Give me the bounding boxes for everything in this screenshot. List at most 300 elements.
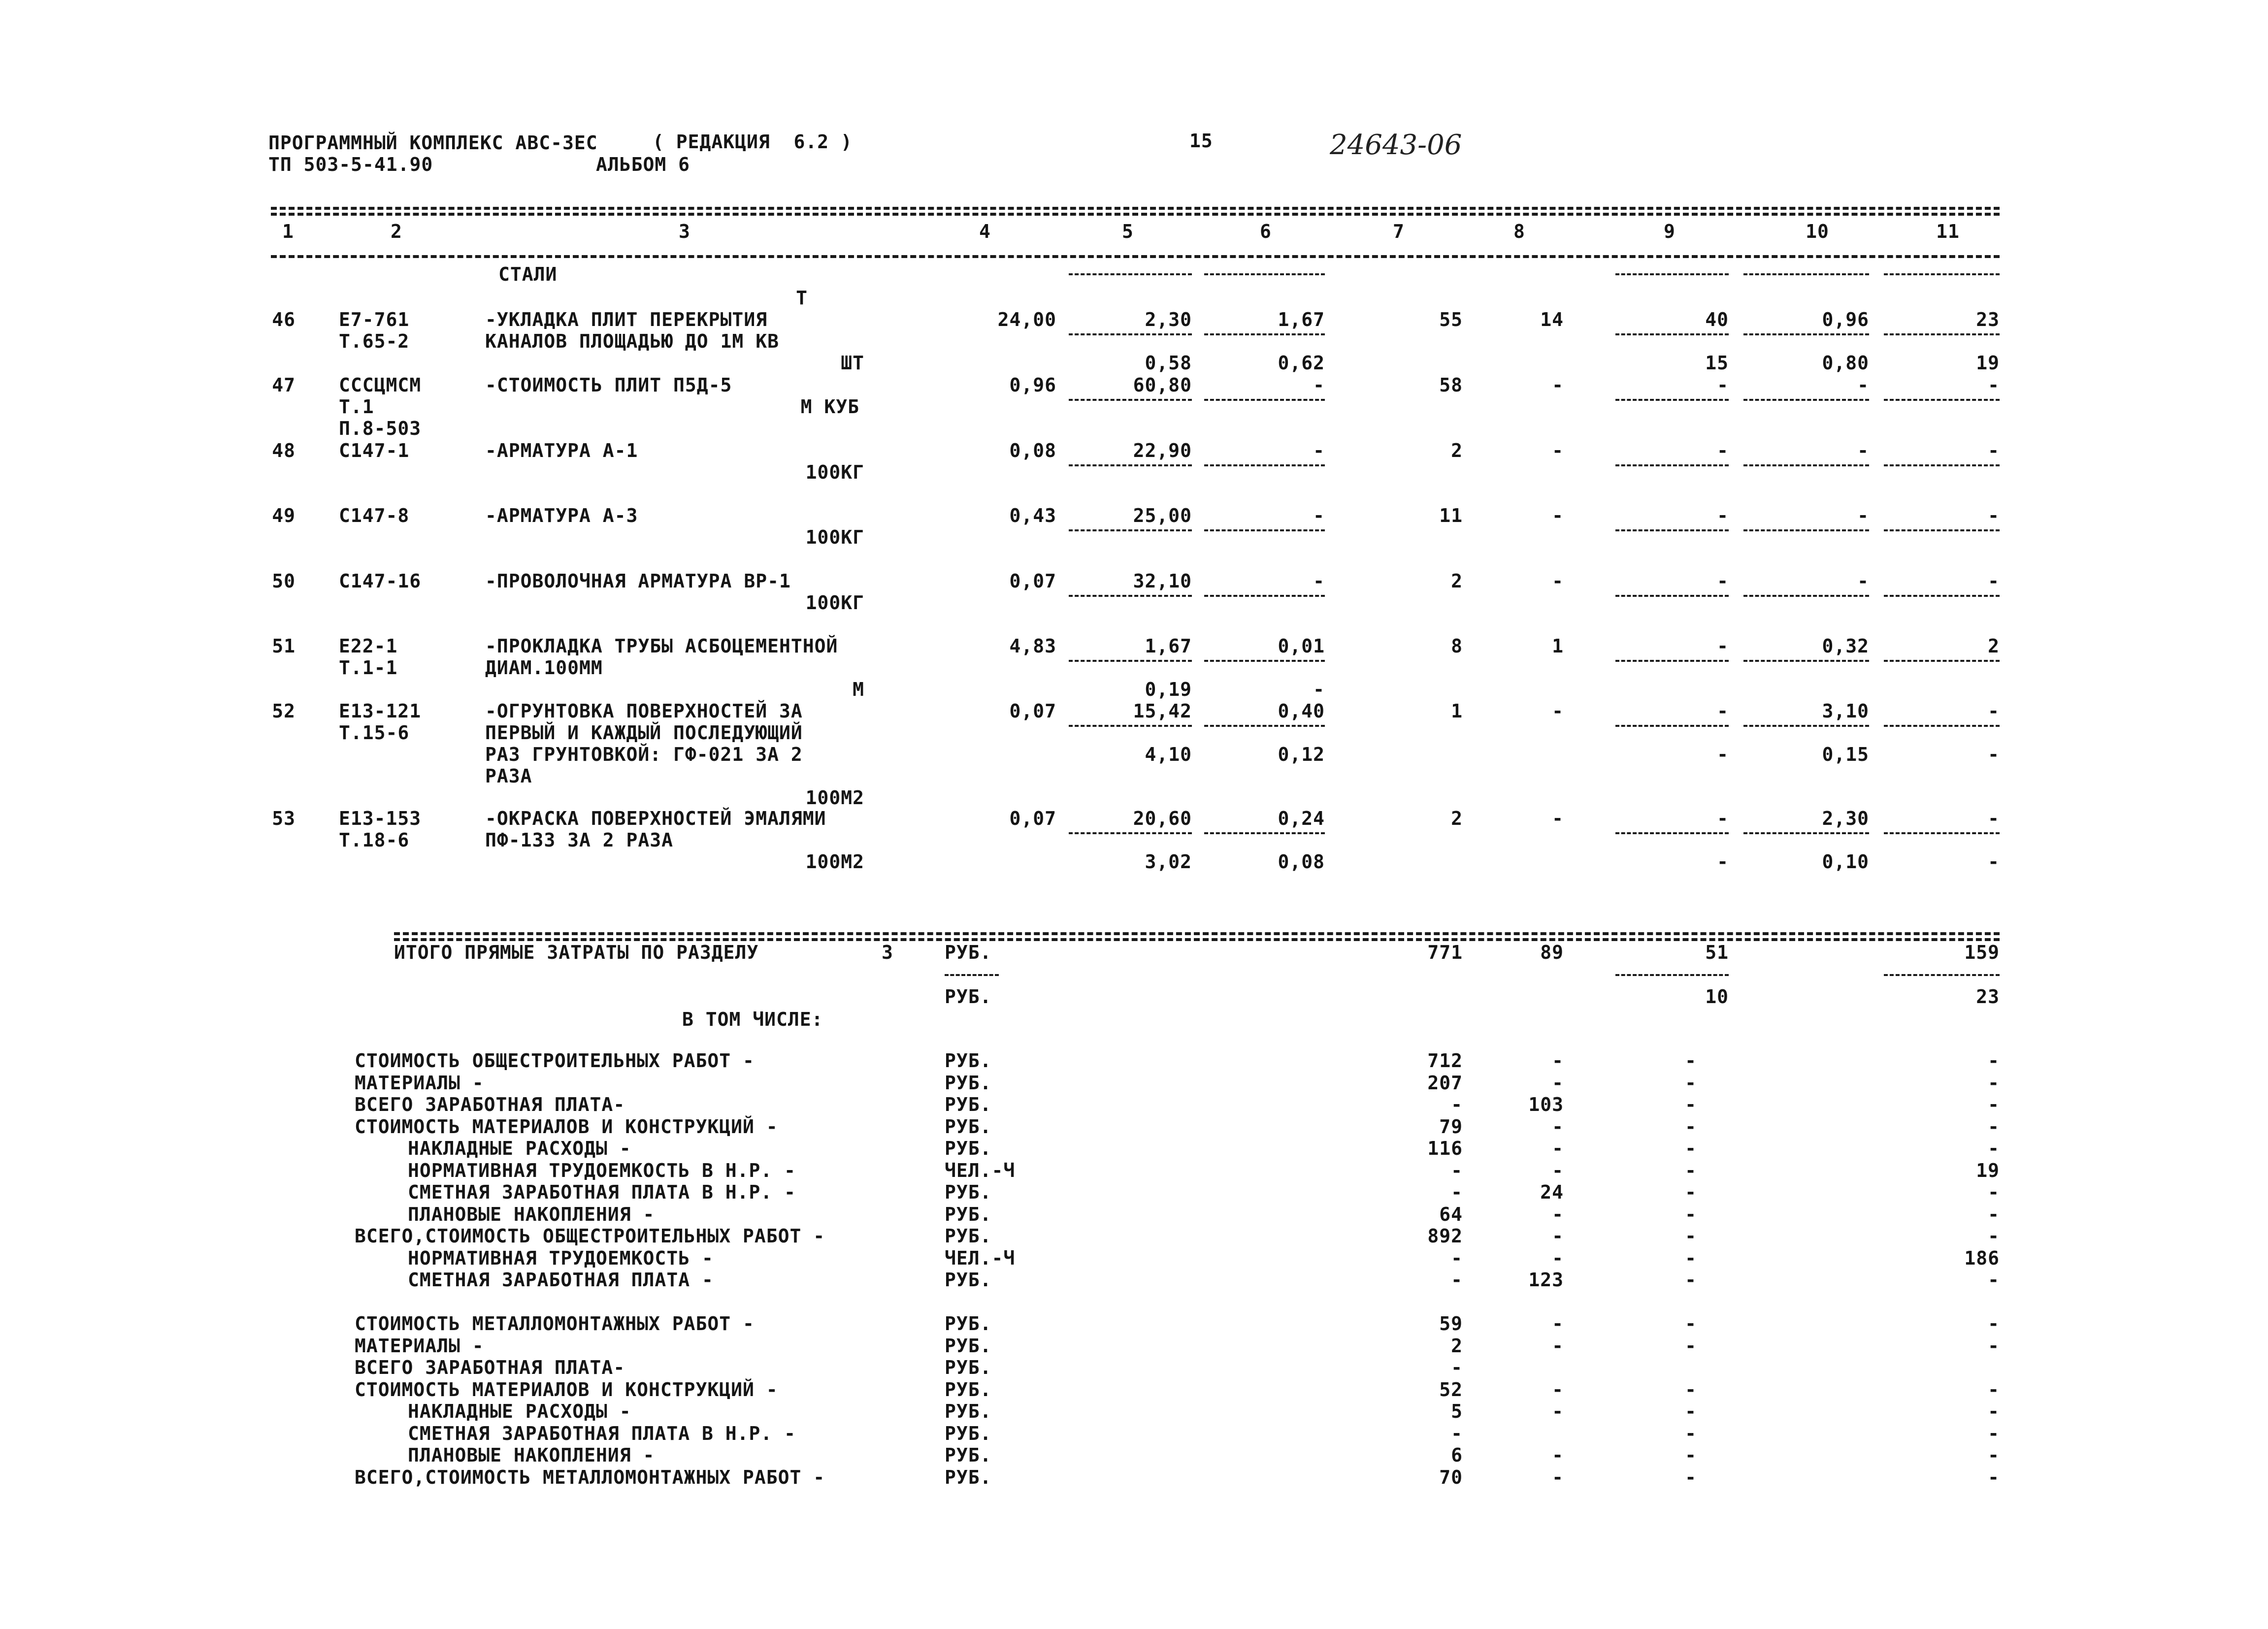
row-unit: 100М2 <box>805 851 864 873</box>
row-code: Е13-153 <box>339 808 422 829</box>
cell-c4: 0,08 <box>1009 440 1056 461</box>
summary-c11: - <box>1988 1072 2000 1094</box>
summary-c9: - <box>1685 1269 1697 1291</box>
totals-separator <box>1615 974 1729 976</box>
cell-c11b: - <box>1988 851 2000 873</box>
cell-c5: 2,30 <box>1145 309 1192 330</box>
row-description: РАЗ ГРУНТОВКОЙ: ГФ-021 ЗА 2 <box>485 744 803 765</box>
totals-unit-2: РУБ. <box>945 986 992 1008</box>
summary-unit: ЧЕЛ.-Ч <box>945 1247 1016 1269</box>
summary-label: СМЕТНАЯ ЗАРАБОТНАЯ ПЛАТА В Н.Р. - <box>408 1181 796 1203</box>
summary-c9: - <box>1685 1247 1697 1269</box>
totals-unit: РУБ. <box>945 942 992 963</box>
cell-c11b: - <box>1988 744 2000 765</box>
summary-c8: - <box>1552 1444 1564 1466</box>
row-code: Т.18-6 <box>339 829 410 851</box>
cell-c9b: 15 <box>1705 352 1729 374</box>
row-unit: М <box>853 679 864 700</box>
cell-separator <box>1204 399 1325 401</box>
row-number: 53 <box>272 808 296 829</box>
cell-separator <box>1204 832 1325 834</box>
cell-c6: 0,24 <box>1278 808 1325 829</box>
including-heading: В ТОМ ЧИСЛЕ: <box>682 1009 823 1030</box>
cell-separator <box>1615 333 1729 335</box>
cell-c7: 1 <box>1451 700 1463 722</box>
cell-c6: - <box>1313 505 1325 526</box>
summary-c11: - <box>1988 1115 2000 1138</box>
row-number: 52 <box>272 700 296 722</box>
summary-c11: - <box>1988 1094 2000 1115</box>
cell-c7: 2 <box>1451 570 1463 592</box>
row-number: 51 <box>272 635 296 657</box>
summary-c8: - <box>1552 1072 1564 1094</box>
cell-separator <box>1743 273 1869 275</box>
row-description: -СТОИМОСТЬ ПЛИТ П5Д-5 <box>485 374 732 396</box>
summary-c8: - <box>1552 1115 1564 1138</box>
summary-c8: - <box>1552 1466 1564 1488</box>
summary-c7: 2 <box>1451 1335 1463 1357</box>
summary-c7: 5 <box>1451 1401 1463 1422</box>
cell-c6: 0,01 <box>1278 635 1325 657</box>
summary-c8: 123 <box>1528 1269 1564 1291</box>
cell-c11: - <box>1988 570 2000 592</box>
summary-c9: - <box>1685 1422 1697 1444</box>
summary-c9: - <box>1685 1159 1697 1181</box>
summary-c9: - <box>1685 1378 1697 1401</box>
cell-c6b: 0,12 <box>1278 744 1325 765</box>
row-number: 49 <box>272 505 296 526</box>
cell-c7: 8 <box>1451 635 1463 657</box>
summary-c7: 64 <box>1439 1203 1463 1225</box>
summary-label: СМЕТНАЯ ЗАРАБОТНАЯ ПЛАТА В Н.Р. - <box>408 1422 796 1444</box>
row-code: П.8-503 <box>339 418 422 439</box>
summary-c8: - <box>1552 1247 1564 1269</box>
cell-c8: - <box>1552 505 1564 526</box>
summary-c8: - <box>1552 1335 1564 1357</box>
cell-c5b: 0,58 <box>1145 352 1192 374</box>
column-number-4: 4 <box>979 221 991 242</box>
cell-separator <box>1743 529 1869 531</box>
column-number-6: 6 <box>1260 221 1272 242</box>
summary-unit: РУБ. <box>945 1181 992 1203</box>
cell-separator <box>1069 660 1192 662</box>
page-number: 15 <box>1189 130 1213 152</box>
summary-label: МАТЕРИАЛЫ - <box>355 1335 484 1357</box>
cell-c10: - <box>1857 570 1869 592</box>
cell-c10: 0,96 <box>1822 309 1869 330</box>
summary-c7: 892 <box>1427 1225 1463 1247</box>
cell-separator <box>1615 725 1729 727</box>
cell-c11: - <box>1988 374 2000 396</box>
summary-c9: - <box>1685 1094 1697 1115</box>
summary-c11: - <box>1988 1444 2000 1466</box>
row-code: С147-8 <box>339 505 410 526</box>
summary-c8: - <box>1552 1203 1564 1225</box>
column-number-5: 5 <box>1122 221 1134 242</box>
summary-unit: РУБ. <box>945 1050 992 1072</box>
cell-c7: 2 <box>1451 808 1463 829</box>
summary-label: НОРМАТИВНАЯ ТРУДОЕМКОСТЬ - <box>408 1247 714 1269</box>
summary-label: ВСЕГО,СТОИМОСТЬ ОБЩЕСТРОИТЕЛЬНЫХ РАБОТ - <box>355 1225 825 1247</box>
cell-c5b: 4,10 <box>1145 744 1192 765</box>
summary-unit: РУБ. <box>945 1115 992 1138</box>
summary-label: МАТЕРИАЛЫ - <box>355 1072 484 1094</box>
summary-unit: РУБ. <box>945 1225 992 1247</box>
cell-c8: - <box>1552 570 1564 592</box>
column-number-10: 10 <box>1806 221 1829 242</box>
summary-unit: РУБ. <box>945 1444 992 1466</box>
summary-c7: 79 <box>1439 1115 1463 1138</box>
row-description: -АРМАТУРА А-1 <box>485 440 638 461</box>
row-unit: 100КГ <box>805 526 864 548</box>
row-code: СССЦМСМ <box>339 374 422 396</box>
cell-c9: - <box>1717 635 1729 657</box>
cell-c5: 32,10 <box>1133 570 1192 592</box>
cell-separator <box>1743 464 1869 466</box>
totals-unit-separator <box>945 974 999 976</box>
cell-c6: 1,67 <box>1278 309 1325 330</box>
summary-c9: - <box>1685 1335 1697 1357</box>
summary-unit: РУБ. <box>945 1401 992 1422</box>
row-code: Е7-761 <box>339 309 410 330</box>
summary-unit: РУБ. <box>945 1335 992 1357</box>
summary-c7: - <box>1451 1181 1463 1203</box>
edition-label: ( РЕДАКЦИЯ 6.2 ) <box>653 131 853 153</box>
cell-c8: - <box>1552 700 1564 722</box>
cell-separator <box>1615 464 1729 466</box>
totals-top-rule-2 <box>394 938 2000 941</box>
cell-separator <box>1743 595 1869 597</box>
cell-c5: 20,60 <box>1133 808 1192 829</box>
summary-c9: - <box>1685 1401 1697 1422</box>
summary-label: ПЛАНОВЫЕ НАКОПЛЕНИЯ - <box>408 1203 655 1225</box>
summary-c7: 52 <box>1439 1378 1463 1401</box>
cell-c10: - <box>1857 374 1869 396</box>
row-description: КАНАЛОВ ПЛОЩАДЬЮ ДО 1М КВ <box>485 330 779 352</box>
cell-separator <box>1884 725 2000 727</box>
totals-c8: 89 <box>1540 942 1564 963</box>
cell-separator <box>1069 333 1192 335</box>
summary-c7: - <box>1451 1247 1463 1269</box>
cell-separator <box>1884 333 2000 335</box>
row-description: -ОГРУНТОВКА ПОВЕРХНОСТЕЙ ЗА <box>485 700 803 722</box>
row-description: -ПРОВОЛОЧНАЯ АРМАТУРА ВР-1 <box>485 570 791 592</box>
cell-c6: - <box>1313 374 1325 396</box>
cell-separator <box>1615 399 1729 401</box>
summary-c11: - <box>1988 1378 2000 1401</box>
cell-c9: - <box>1717 570 1729 592</box>
cell-c4: 24,00 <box>997 309 1056 330</box>
summary-c7: 59 <box>1439 1313 1463 1335</box>
cell-c6: - <box>1313 570 1325 592</box>
table-top-rule-2 <box>271 213 2000 216</box>
cell-c10b: 0,15 <box>1822 744 1869 765</box>
cell-c6b: 0,08 <box>1278 851 1325 873</box>
summary-label: ПЛАНОВЫЕ НАКОПЛЕНИЯ - <box>408 1444 655 1466</box>
cell-c11: - <box>1988 808 2000 829</box>
cell-separator <box>1069 273 1192 275</box>
summary-c9: - <box>1685 1444 1697 1466</box>
cell-separator <box>1204 725 1325 727</box>
row-description: ПЕРВЫЙ И КАЖДЫЙ ПОСЛЕДУЮЩИЙ <box>485 722 803 744</box>
column-number-11: 11 <box>1936 221 1960 242</box>
summary-label: ВСЕГО ЗАРАБОТНАЯ ПЛАТА- <box>355 1357 625 1378</box>
summary-unit: РУБ. <box>945 1378 992 1401</box>
summary-unit: РУБ. <box>945 1357 992 1378</box>
summary-c11: - <box>1988 1313 2000 1335</box>
summary-c8: - <box>1552 1159 1564 1181</box>
row-unit: 100М2 <box>805 787 864 809</box>
cell-c5: 1,67 <box>1145 635 1192 657</box>
cell-c6: - <box>1313 440 1325 461</box>
summary-label: ВСЕГО,СТОИМОСТЬ МЕТАЛЛОМОНТАЖНЫХ РАБОТ - <box>355 1466 825 1488</box>
row-number: 46 <box>272 309 296 330</box>
summary-label: СМЕТНАЯ ЗАРАБОТНАЯ ПЛАТА - <box>408 1269 714 1291</box>
cell-c10b: 0,10 <box>1822 851 1869 873</box>
summary-c8: - <box>1552 1138 1564 1159</box>
cell-c6: 0,40 <box>1278 700 1325 722</box>
row-code: Т.65-2 <box>339 330 410 352</box>
row-unit: М КУБ <box>800 396 859 418</box>
cell-separator <box>1069 464 1192 466</box>
summary-unit: РУБ. <box>945 1072 992 1094</box>
cell-separator <box>1615 273 1729 275</box>
cell-c10: - <box>1857 505 1869 526</box>
summary-c9: - <box>1685 1138 1697 1159</box>
cell-separator <box>1884 529 2000 531</box>
summary-c11: - <box>1988 1203 2000 1225</box>
cell-separator <box>1743 832 1869 834</box>
row-code: Е13-121 <box>339 700 422 722</box>
cell-c5b: 0,19 <box>1145 679 1192 700</box>
cell-separator <box>1069 725 1192 727</box>
cell-c5: 15,42 <box>1133 700 1192 722</box>
summary-c7: - <box>1451 1269 1463 1291</box>
summary-label: НАКЛАДНЫЕ РАСХОДЫ - <box>408 1401 631 1422</box>
totals-separator <box>1884 974 2000 976</box>
cell-c9: - <box>1717 808 1729 829</box>
cell-c6b: - <box>1313 679 1325 700</box>
row-unit: 100КГ <box>805 592 864 614</box>
cell-c4: 0,07 <box>1009 808 1056 829</box>
column-number-7: 7 <box>1393 221 1405 242</box>
summary-c11: - <box>1988 1466 2000 1488</box>
summary-c11: - <box>1988 1335 2000 1357</box>
handwritten-document-code: 24643-06 <box>1330 129 1462 161</box>
cell-separator <box>1204 464 1325 466</box>
cell-separator <box>1884 464 2000 466</box>
column-number-8: 8 <box>1513 221 1525 242</box>
cell-separator <box>1884 273 2000 275</box>
summary-c9: - <box>1685 1225 1697 1247</box>
summary-label: СТОИМОСТЬ МАТЕРИАЛОВ И КОНСТРУКЦИЙ - <box>355 1378 778 1401</box>
cell-c5: 25,00 <box>1133 505 1192 526</box>
summary-c8: - <box>1552 1313 1564 1335</box>
summary-c9: - <box>1685 1050 1697 1072</box>
row-unit: 100КГ <box>805 461 864 483</box>
section-heading: СТАЛИ <box>498 263 558 285</box>
cell-separator <box>1743 660 1869 662</box>
cell-c8: - <box>1552 808 1564 829</box>
totals-label: ИТОГО ПРЯМЫЕ ЗАТРАТЫ ПО РАЗДЕЛУ <box>394 942 759 963</box>
cell-c5: 22,90 <box>1133 440 1192 461</box>
totals-c7: 771 <box>1427 942 1463 963</box>
cell-c9: 40 <box>1705 309 1729 330</box>
summary-c8: - <box>1552 1401 1564 1422</box>
cell-separator <box>1204 333 1325 335</box>
cell-separator <box>1069 529 1192 531</box>
row-code: Е22-1 <box>339 635 398 657</box>
row-code: Т.1-1 <box>339 657 398 679</box>
cell-separator <box>1884 399 2000 401</box>
cell-c10: - <box>1857 440 1869 461</box>
summary-c11: - <box>1988 1269 2000 1291</box>
row-description: РАЗА <box>485 765 532 787</box>
cell-separator <box>1615 660 1729 662</box>
row-unit: ШТ <box>841 352 864 374</box>
summary-c8: 103 <box>1528 1094 1564 1115</box>
summary-c9: - <box>1685 1072 1697 1094</box>
summary-unit: РУБ. <box>945 1466 992 1488</box>
summary-label: СТОИМОСТЬ МАТЕРИАЛОВ И КОНСТРУКЦИЙ - <box>355 1115 778 1138</box>
cell-c8: - <box>1552 374 1564 396</box>
cell-separator <box>1884 595 2000 597</box>
summary-c7: - <box>1451 1422 1463 1444</box>
cell-c10b: 0,80 <box>1822 352 1869 374</box>
totals-c11: 159 <box>1964 942 2000 963</box>
cell-c7: 55 <box>1439 309 1463 330</box>
summary-c11: - <box>1988 1225 2000 1247</box>
summary-c11: - <box>1988 1422 2000 1444</box>
summary-unit: РУБ. <box>945 1138 992 1159</box>
cell-c11b: 19 <box>1976 352 2000 374</box>
cell-c7: 2 <box>1451 440 1463 461</box>
summary-label: ВСЕГО ЗАРАБОТНАЯ ПЛАТА- <box>355 1094 625 1115</box>
row-description: -ПРОКЛАДКА ТРУБЫ АСБОЦЕМЕНТНОЙ <box>485 635 838 657</box>
program-title: ПРОГРАММНЫЙ КОМПЛЕКС АВС-3ЕС <box>268 132 598 154</box>
cell-separator <box>1884 660 2000 662</box>
summary-c7: 712 <box>1427 1050 1463 1072</box>
summary-label: НАКЛАДНЫЕ РАСХОДЫ - <box>408 1138 631 1159</box>
cell-c10: 3,10 <box>1822 700 1869 722</box>
summary-label: СТОИМОСТЬ ОБЩЕСТРОИТЕЛЬНЫХ РАБОТ - <box>355 1050 755 1072</box>
cell-c9: - <box>1717 440 1729 461</box>
cell-c7: 11 <box>1439 505 1463 526</box>
cell-separator <box>1615 832 1729 834</box>
cell-separator <box>1204 273 1325 275</box>
cell-c4: 0,96 <box>1009 374 1056 396</box>
totals-c9b: 10 <box>1705 986 1729 1008</box>
cell-c5: 60,80 <box>1133 374 1192 396</box>
row-description: -ОКРАСКА ПОВЕРХНОСТЕЙ ЭМАЛЯМИ <box>485 808 826 829</box>
cell-c4: 0,43 <box>1009 505 1056 526</box>
cell-c4: 0,07 <box>1009 700 1056 722</box>
summary-c8: - <box>1552 1050 1564 1072</box>
table-top-rule <box>271 207 2000 210</box>
summary-c11: - <box>1988 1050 2000 1072</box>
summary-unit: РУБ. <box>945 1313 992 1335</box>
cell-separator <box>1204 595 1325 597</box>
summary-c7: - <box>1451 1159 1463 1181</box>
summary-c9: - <box>1685 1466 1697 1488</box>
cell-c4: 4,83 <box>1009 635 1056 657</box>
summary-c8: - <box>1552 1378 1564 1401</box>
cell-c8: 1 <box>1552 635 1564 657</box>
cell-separator <box>1069 832 1192 834</box>
row-description: ДИАМ.100ММ <box>485 657 603 679</box>
cell-separator <box>1204 660 1325 662</box>
summary-unit: РУБ. <box>945 1203 992 1225</box>
summary-c11: - <box>1988 1401 2000 1422</box>
column-header-bottom-rule <box>271 255 2000 258</box>
column-number-9: 9 <box>1664 221 1676 242</box>
cell-c11: - <box>1988 700 2000 722</box>
cell-c11: - <box>1988 440 2000 461</box>
row-description: -УКЛАДКА ПЛИТ ПЕРЕКРЫТИЯ <box>485 309 768 330</box>
project-code: ТП 503-5-41.90 <box>268 154 433 175</box>
summary-c11: 19 <box>1976 1159 2000 1181</box>
cell-separator <box>1204 529 1325 531</box>
cell-c9b: - <box>1717 851 1729 873</box>
row-description: ПФ-133 ЗА 2 РАЗА <box>485 829 674 851</box>
cell-c7: 58 <box>1439 374 1463 396</box>
cell-separator <box>1884 832 2000 834</box>
summary-label: НОРМАТИВНАЯ ТРУДОЕМКОСТЬ В Н.Р. - <box>408 1159 796 1181</box>
album-label: АЛЬБОМ 6 <box>596 154 690 175</box>
cell-separator <box>1615 595 1729 597</box>
cell-c11: 23 <box>1976 309 2000 330</box>
summary-c9: - <box>1685 1203 1697 1225</box>
cell-c8: - <box>1552 440 1564 461</box>
cell-separator <box>1615 529 1729 531</box>
cell-c11: - <box>1988 505 2000 526</box>
cell-separator <box>1743 399 1869 401</box>
cell-separator <box>1743 725 1869 727</box>
column-number-2: 2 <box>391 221 402 242</box>
cell-c6b: 0,62 <box>1278 352 1325 374</box>
cell-separator <box>1069 595 1192 597</box>
cell-separator <box>1069 399 1192 401</box>
summary-c9: - <box>1685 1181 1697 1203</box>
summary-c7: 70 <box>1439 1466 1463 1488</box>
column-number-3: 3 <box>679 221 690 242</box>
summary-c9: - <box>1685 1313 1697 1335</box>
cell-c5b: 3,02 <box>1145 851 1192 873</box>
summary-c7: 207 <box>1427 1072 1463 1094</box>
cell-c4: 0,07 <box>1009 570 1056 592</box>
row-code: С147-16 <box>339 570 422 592</box>
row-number: 47 <box>272 374 296 396</box>
cell-c10: 0,32 <box>1822 635 1869 657</box>
row-unit: Т <box>796 287 808 309</box>
row-number: 50 <box>272 570 296 592</box>
summary-unit: РУБ. <box>945 1094 992 1115</box>
summary-label: СТОИМОСТЬ МЕТАЛЛОМОНТАЖНЫХ РАБОТ - <box>355 1313 755 1335</box>
column-number-1: 1 <box>282 221 294 242</box>
summary-c8: 24 <box>1540 1181 1564 1203</box>
summary-c7: - <box>1451 1094 1463 1115</box>
cell-c9: - <box>1717 374 1729 396</box>
summary-unit: ЧЕЛ.-Ч <box>945 1159 1016 1181</box>
summary-c7: 6 <box>1451 1444 1463 1466</box>
summary-unit: РУБ. <box>945 1422 992 1444</box>
cell-c9: - <box>1717 700 1729 722</box>
summary-c7: - <box>1451 1357 1463 1378</box>
row-code: С147-1 <box>339 440 410 461</box>
totals-section: 3 <box>882 942 893 963</box>
row-number: 48 <box>272 440 296 461</box>
summary-c11: - <box>1988 1138 2000 1159</box>
